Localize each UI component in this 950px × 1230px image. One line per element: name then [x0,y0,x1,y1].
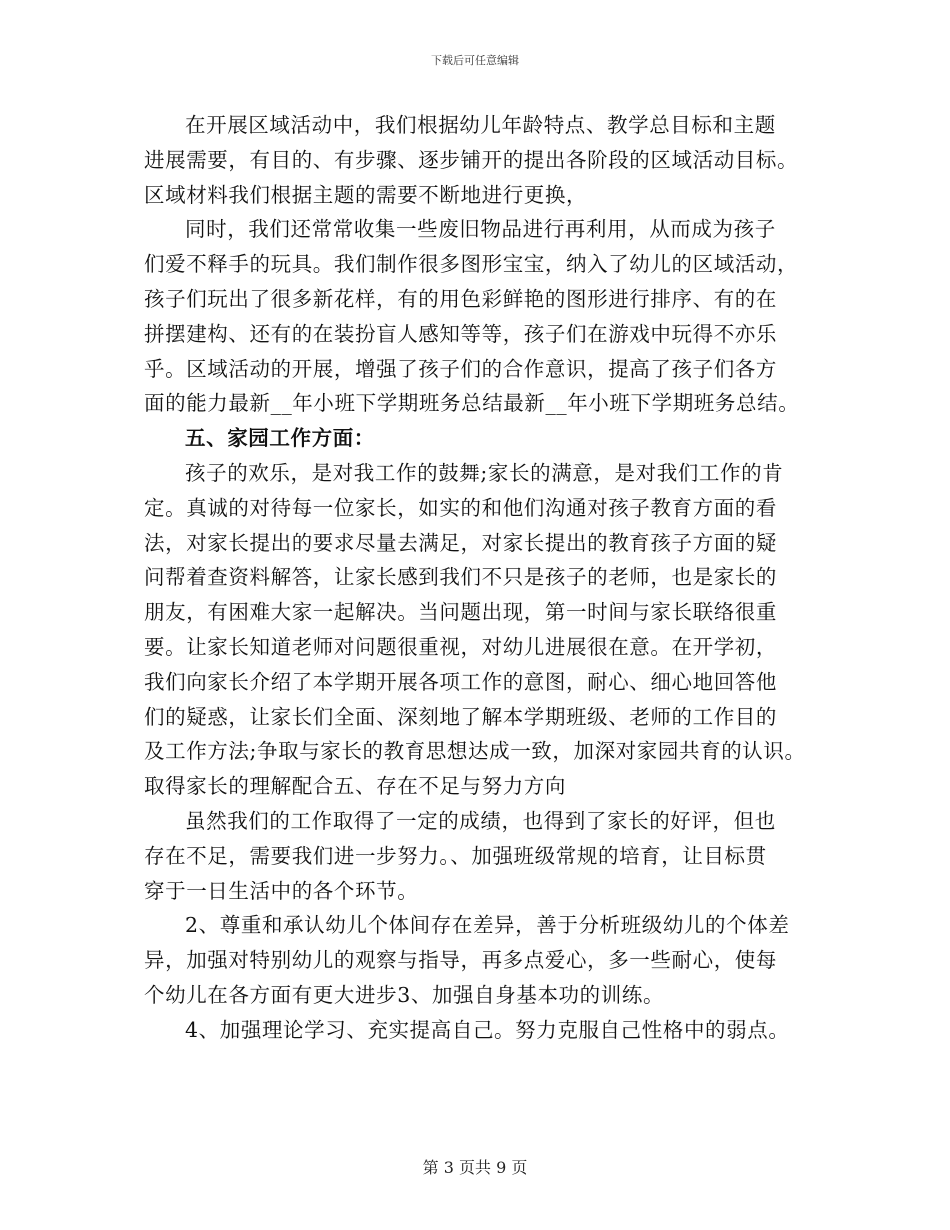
paragraph-line: 要。让家长知道老师对问题很重视，对幼儿进展很在意。在开学初， [144,634,777,659]
page-header: 下载后可任意编辑 [431,54,519,67]
paragraph-line: 我们向家长介绍了本学期开展各项工作的意图，耐心、细心地回答他 [144,669,777,694]
paragraph-line: 及工作方法;争取与家长的教育思想达成一致，加深对家园共育的认识。 [144,739,806,764]
paragraph-line: 取得家长的理解配合五、存在不足与努力方向 [144,774,566,799]
paragraph-line: 在开展区域活动中，我们根据幼儿年龄特点、教学总目标和主题 [185,113,776,137]
paragraph-line: 面的能力最新__年小班下学期班务总结最新__年小班下学期班务总结。 [144,391,800,416]
section-heading: 五、家园工作方面： [185,426,375,451]
paragraph-line: 存在不足，需要我们进一步努力。、加强班级常规的培育，让目标贯 [144,843,767,868]
paragraph-line: 虽然我们的工作取得了一定的成绩，也得到了家长的好评，但也 [185,808,776,833]
paragraph-line: 们爱不释手的玩具。我们制作很多图形宝宝，纳入了幼儿的区域活动， [144,252,799,277]
document-body [144,108,824,1048]
paragraph-line: 异，加强对特别幼儿的观察与指导，再多点爱心，多一些耐心，使每 [144,948,777,973]
paragraph-line: 孩子们玩出了很多新花样，有的用色彩鲜艳的图形进行排序、有的在 [144,286,777,311]
paragraph-line: 个幼儿在各方面有更大进步3、加强自身基本功的训练。 [144,982,665,1007]
paragraph-line: 问帮着查资料解答，让家长感到我们不只是孩子的老师，也是家长的 [144,565,777,590]
page-footer: 第 3 页共 9 页 [422,1158,528,1177]
paragraph-line: 同时，我们还常常收集一些废旧物品进行再利用，从而成为孩子 [185,217,776,242]
paragraph-line: 朋友，有困难大家一起解决。当问题出现，第一时间与家长联络很重 [144,600,777,625]
paragraph-line: 乎。区域活动的开展，增强了孩子们的合作意识，提高了孩子们各方 [144,356,777,381]
paragraph-line: 拼摆建构、还有的在装扮盲人感知等等，孩子们在游戏中玩得不亦乐 [144,321,777,346]
paragraph-line: 们的疑惑，让家长们全面、深刻地了解本学期班级、老师的工作目的 [144,704,777,729]
paragraph-line: 穿于一日生活中的各个环节。 [144,878,419,903]
paragraph-line: 区域材料我们根据主题的需要不断地进行更换， [144,182,588,207]
paragraph-line: 定。真诚的对待每一位家长，如实的和他们沟通对孩子教育方面的看 [144,495,777,520]
paragraph-line: 进展需要，有目的、有步骤、逐步铺开的提出各阶段的区域活动目标。 [144,147,799,172]
paragraph-line: 4、加强理论学习、充实提高自己。努力克服自己性格中的弱点。 [185,1017,790,1042]
paragraph-line: 孩子的欢乐，是对我工作的鼓舞;家长的满意，是对我们工作的肯 [185,460,784,485]
paragraph-line: 2、尊重和承认幼儿个体间存在差异，善于分析班级幼儿的个体差 [185,913,790,938]
paragraph-line: 法，对家长提出的要求尽量去满足，对家长提出的教育孩子方面的疑 [144,530,777,555]
